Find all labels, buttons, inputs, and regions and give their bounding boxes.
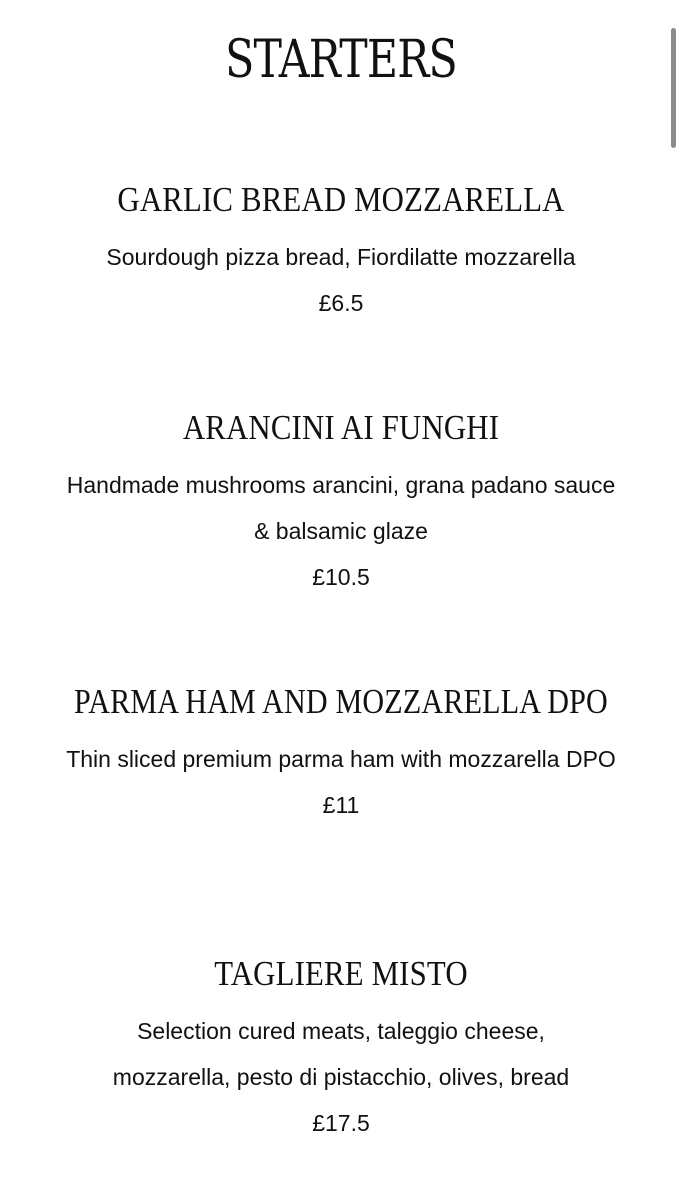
item-price: £17.5 [312, 1110, 370, 1136]
item-description: Sourdough pizza bread, Fiordilatte mozzarella [106, 244, 576, 270]
item-price: £10.5 [312, 564, 370, 590]
scrollbar-thumb[interactable] [671, 28, 676, 148]
menu-item [0, 682, 682, 820]
item-description: Handmade mushrooms arancini, grana padano sauce & balsamic glaze [66, 472, 616, 544]
menu-item [0, 408, 682, 592]
item-price: £6.5 [318, 290, 364, 316]
item-description: Thin sliced premium parma ham with mozzarella DPO [66, 746, 616, 772]
item-name: ARANCINI AI FUNGHI [182, 408, 500, 447]
item-name: PARMA HAM AND MOZZARELLA DPO [74, 682, 608, 721]
menu-item [0, 180, 682, 318]
item-name: TAGLIERE MISTO [214, 954, 468, 993]
item-description: Selection cured meats, taleggio cheese, mozzarella, pesto di pistacchio, olives, bread [112, 1018, 570, 1090]
item-price: £11 [322, 792, 360, 818]
item-name: GARLIC BREAD MOZZARELLA [117, 180, 565, 219]
section-title: STARTERS [225, 30, 457, 90]
menu-item [0, 954, 682, 1138]
